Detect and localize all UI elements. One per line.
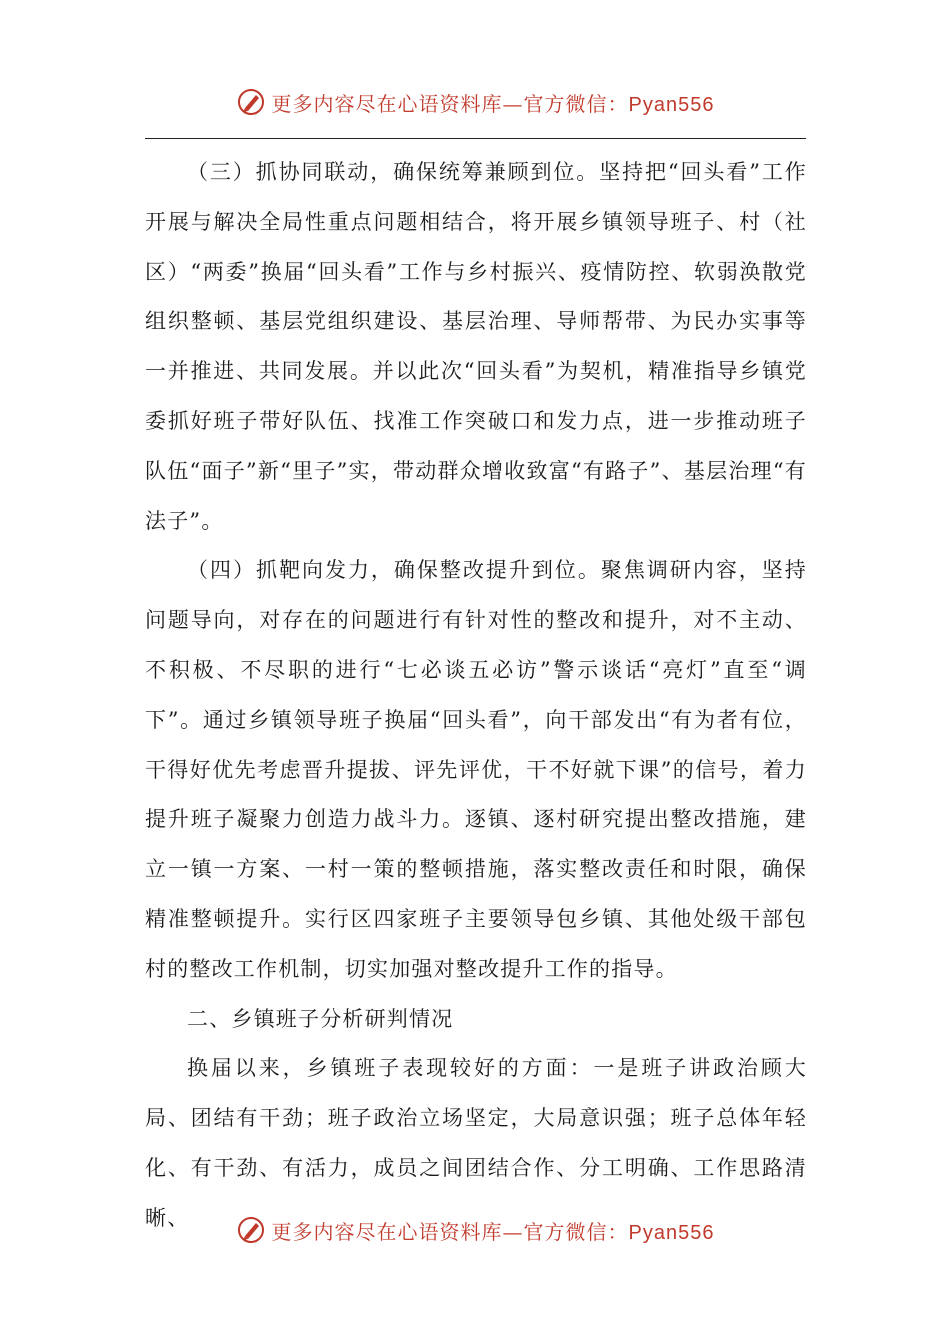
footer-wechat-id: Pyan556	[628, 1221, 715, 1244]
paragraph: 换届以来，乡镇班子表现较好的方面：一是班子讲政治顾大局、团结有干劲；班子政治立场坚定，大局意识强；班子总体年轻化、有干劲、有活力，成员之间团结合作、分工明确、工作思路清晰、	[145, 1056, 807, 1230]
header-wechat-id: Pyan556	[628, 93, 715, 116]
header-divider	[145, 138, 806, 139]
brand-logo-icon	[236, 1215, 266, 1245]
section-heading: 二、乡镇班子分析研判情况	[187, 1006, 454, 1031]
header-brand-text: 更多内容尽在心语资料库—官方微信：Pyan556	[271, 91, 715, 116]
document-body	[145, 148, 807, 1244]
brand-logo-icon	[236, 87, 266, 117]
paragraph: （四）抓靶向发力，确保整改提升到位。聚焦调研内容，坚持问题导向，对存在的问题进行有针对性的整改和提升，对不主动、不积极、不尽职的进行“七必谈五必访”警示谈话“亮灯”直至“调下”。通过乡镇领导班子换届“回头看”，向干部发出“有为者有位，干得好优先考虑晋升提拔、评先评优，干不好就下课”的信号，着力提升班子凝聚力创造力战斗力。逐镇、逐村研究提出整改措施，建立一镇一方案、一村一策的整顿措施，落实整改责任和时限，确保精准整顿提升。实行区四家班子主要领导包乡镇、其他处级干部包村的整改工作机制，切实加强对整改提升工作的指导。	[145, 558, 807, 981]
footer-brand-text: 更多内容尽在心语资料库—官方微信：Pyan556	[271, 1219, 715, 1244]
paragraph: （三）抓协同联动，确保统筹兼顾到位。坚持把“回头看”工作开展与解决全局性重点问题相结合，将开展乡镇领导班子、村（社区）“两委”换届“回头看”工作与乡村振兴、疫情防控、软弱涣散党组织整顿、基层党组织建设、基层治理、导师帮带、为民办实事等一并推进、共同发展。并以此次“回头看”为契机，精准指导乡镇党委抓好班子带好队伍、找准工作突破口和发力点，进一步推动班子队伍“面子”新“里子”实，带动群众增收致富“有路子”、基层治理“有法子”。	[145, 160, 807, 533]
header-banner	[0, 82, 950, 122]
footer-banner	[0, 1210, 950, 1250]
